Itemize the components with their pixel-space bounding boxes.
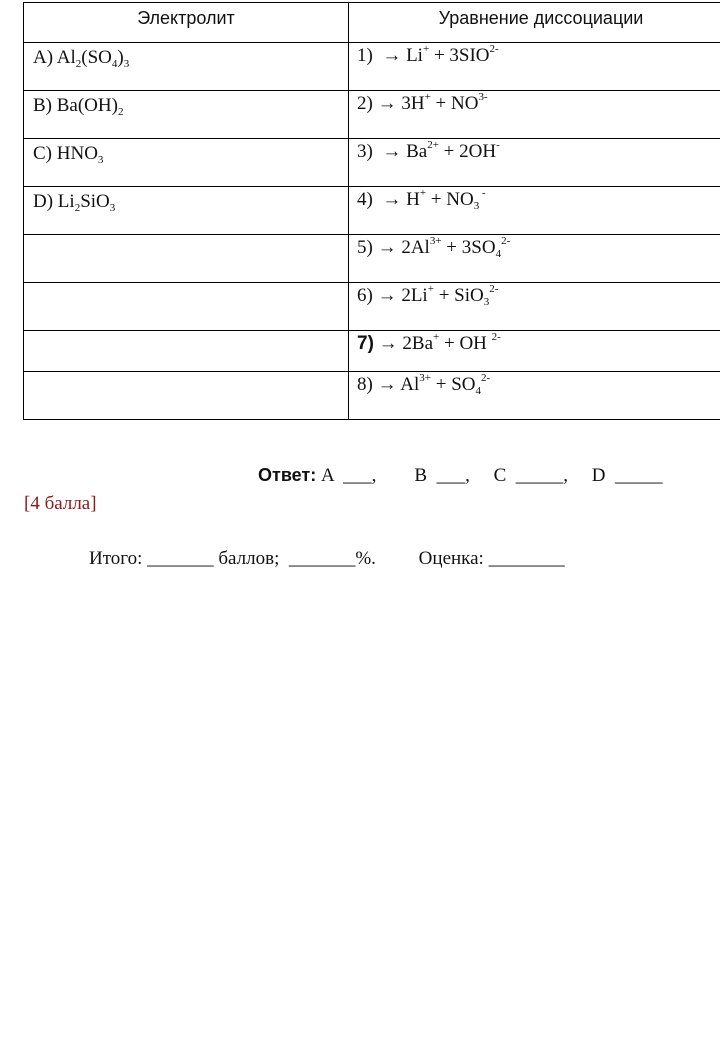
equation-cell: $1) \to Li^+ + 3SIO^{2-}$ — [349, 43, 720, 91]
electrolyte-cell — [24, 283, 349, 331]
answer-line — [258, 465, 662, 487]
electrolyte-cell: C) $HNO_3$ — [24, 139, 349, 187]
answer-blanks: A ___, B ___, C _____, D _____ — [316, 465, 663, 486]
electrolyte-cell: A) $Al_2(SO_4)_3$ — [24, 43, 349, 91]
table-row — [24, 283, 720, 331]
equation-cell: $2) \to 3H^+ + NO^{3-}$ — [349, 91, 720, 139]
electrolyte-cell: D) $Li_2SiO_3$ — [24, 187, 349, 235]
table-row — [24, 187, 720, 235]
total-line: Итого: _______ баллов; _______%. Оценка: ________ — [89, 548, 565, 569]
equation-cell: $4) \to H^+ + NO_3$ - — [349, 187, 720, 235]
dissociation-table — [23, 2, 720, 420]
equation-cell: $3) \to Ba^{2+} + 2OH^-$ — [349, 139, 720, 187]
equation-cell: $8) \to Al^{3+} + SO_4^{2-}$ — [349, 372, 720, 420]
table-row — [24, 331, 720, 372]
table-row — [24, 235, 720, 283]
equation-cell: $5) \to 2Al^{3+} + 3SO_4^{2-}$ — [349, 235, 720, 283]
electrolyte-cell — [24, 235, 349, 283]
table-row — [24, 91, 720, 139]
header-electrolyte: Электролит — [24, 3, 349, 43]
electrolyte-cell — [24, 372, 349, 420]
equation-cell: 6) → 2Li+ + SiO$_3^{2-}$ — [349, 283, 720, 331]
equation-cell: 7) → 2Ba+ + OH $^{2-}$ — [349, 331, 720, 372]
table-header-row — [24, 3, 720, 43]
table-row — [24, 139, 720, 187]
table-row — [24, 43, 720, 91]
table-row — [24, 372, 720, 420]
header-equation: Уравнение диссоциации — [349, 3, 720, 43]
electrolyte-cell: B) $Ba(OH)_2$ — [24, 91, 349, 139]
answer-label: Ответ: — [258, 465, 317, 485]
points-label: [4 балла] — [24, 493, 97, 514]
electrolyte-cell — [24, 331, 349, 372]
